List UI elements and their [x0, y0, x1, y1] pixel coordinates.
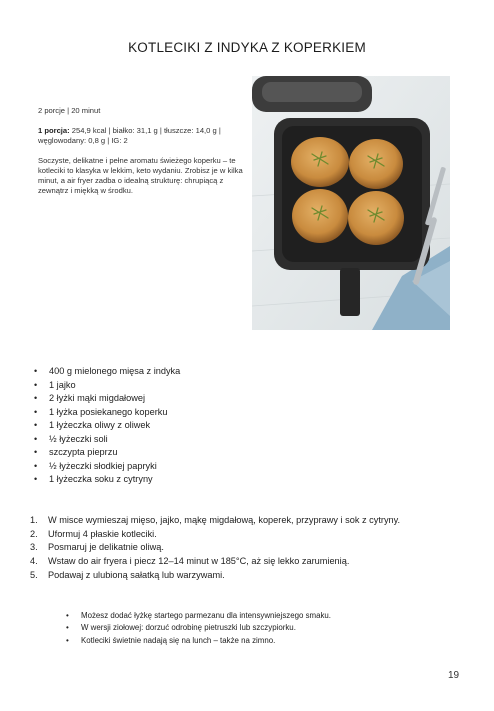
- tip-item: • W wersji ziołowej: dorzuć odrobinę pietruszki lub szczypiorku.: [66, 622, 331, 634]
- ingredient-item: • 1 łyżeczka oliwy z oliwek: [34, 419, 180, 433]
- step-text: Posmaruj je delikatnie oliwą.: [48, 542, 164, 553]
- step-item: [30, 569, 400, 583]
- ingredients-list: [34, 365, 180, 487]
- nutrition-label: 1 porcja:: [38, 126, 70, 135]
- step-text: Uformuj 4 płaskie kotleciki.: [48, 528, 157, 539]
- ingredient-item: • 1 łyżeczka soku z cytryny: [34, 473, 180, 487]
- recipe-photo: [252, 76, 450, 330]
- servings-time: 2 porcje | 20 minut: [38, 106, 101, 115]
- step-number: 1.: [30, 515, 38, 525]
- tip-item: • Możesz dodać łyżkę startego parmezanu dla intensywniejszego smaku.: [66, 610, 331, 622]
- recipe-description: Soczyste, delikatne i pełne aromatu świeżego koperku – te kotleciki to klasyka w lekkim, keto wydaniu. Zrobisz je w kilka minut, a air fryer zadba o idealną strukturę: chrupiącą z zewnątrz i miękką w środku.: [38, 156, 243, 195]
- step-text: W misce wymieszaj mięso, jajko, mąkę migdałową, koperek, przyprawy i sok z cytryny.: [48, 515, 401, 525]
- step-text: Podawaj z ulubioną sałatką lub warzywami.: [48, 569, 225, 580]
- ingredient-item: • ½ łyżeczki soli: [34, 433, 180, 447]
- step-item: [30, 514, 400, 528]
- step-item: [30, 555, 400, 569]
- ingredient-item: • szczypta pieprzu: [34, 446, 180, 460]
- step-number: 2.: [30, 528, 38, 539]
- step-text: Wstaw do air fryera i piecz 12–14 minut w 185°C, aż się lekko zarumienią.: [48, 556, 350, 567]
- tips-list: [66, 610, 331, 647]
- page-number: 19: [448, 670, 460, 681]
- step-item: [30, 528, 400, 542]
- step-item: [30, 541, 400, 555]
- nutrition-values: 254,9 kcal | białko: 31,1 g | tłuszcze: 14,0 g | węglowodany: 0,8 g | IG: 2: [38, 126, 221, 145]
- ingredient-item: • 1 jajko: [34, 379, 180, 393]
- ingredient-item: • 1 łyżka posiekanego koperku: [34, 406, 180, 420]
- tip-item: • Kotleciki świetnie nadają się na lunch – także na zimno.: [66, 635, 331, 647]
- step-number: 4.: [30, 556, 38, 567]
- recipe-title: KOTLECIKI Z INDYKA Z KOPERKIEM: [128, 40, 366, 55]
- step-number: 3.: [30, 542, 38, 553]
- preparation-steps: [30, 514, 400, 582]
- nutrition-info: [38, 126, 248, 146]
- step-number: 5.: [30, 569, 38, 580]
- ingredient-item: • ½ łyżeczki słodkiej papryki: [34, 460, 180, 474]
- ingredient-item: • 2 łyżki mąki migdałowej: [34, 392, 180, 406]
- ingredient-item: • 400 g mielonego mięsa z indyka: [34, 365, 180, 379]
